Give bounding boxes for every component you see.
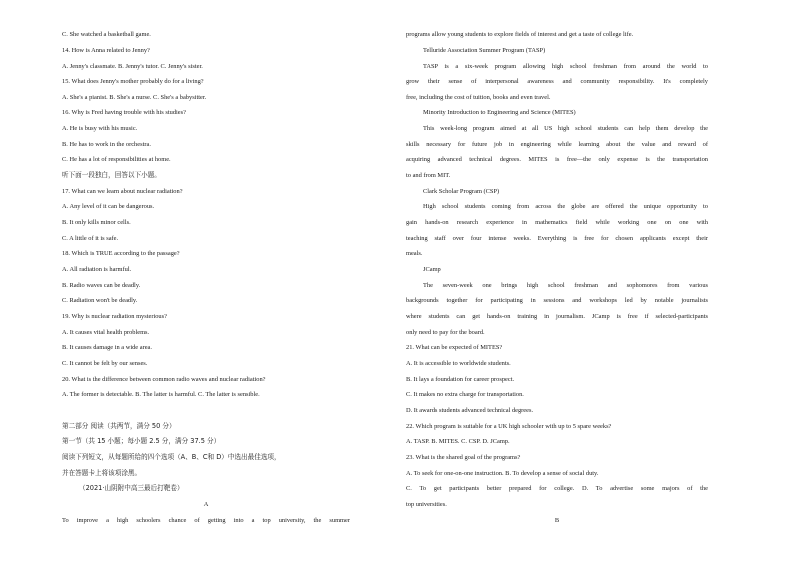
left-text-line: A	[203, 501, 209, 508]
right-text-line: JCamp	[423, 266, 441, 273]
left-text-line: A. He is busy with his music.	[62, 125, 138, 132]
right-text-line: Telluride Association Summer Program (TASP)	[423, 47, 546, 54]
right-text-line: acquiring advanced technical degrees. MITES is free—the only expense is the transportation	[406, 156, 708, 163]
left-text-line: A. It causes vital health problems.	[62, 329, 150, 336]
right-text-line: Minority Introduction to Engineering and Science (MITES)	[423, 109, 576, 116]
right-text-line: only need to pay for the board.	[406, 329, 485, 336]
left-text-line: 15. What does Jenny's mother probably do for a living?	[62, 78, 204, 85]
left-text-line: （2021·山阴附中高三最后打靶卷）	[79, 484, 184, 492]
right-text-line: grow their sense of interpersonal awareness and community responsibility. It's completely	[406, 78, 708, 85]
right-text-line: TASP is a six-week program allowing high school freshman from around the world to	[423, 63, 708, 70]
right-text-line: 23. What is the shared goal of the programs?	[406, 454, 521, 461]
right-text-line: 22. Which program is suitable for a UK high schooler with up to 5 spare weeks?	[406, 423, 612, 430]
right-text-line: to and from MIT.	[406, 172, 451, 179]
right-text-line: 21. What can be expected of MITES?	[406, 344, 503, 351]
right-text-line: A. TASP. B. MITES. C. CSP. D. JCamp.	[406, 438, 510, 445]
left-text-line: C. Radiation won't be deadly.	[62, 297, 138, 304]
left-text-line: A. She's a pianist. B. She's a nurse. C. She's a babysitter.	[62, 94, 207, 101]
right-text-line: A. It is accessible to worldwide students.	[406, 360, 511, 367]
right-text-line: A. To seek for one-on-one instruction. B. To develop a sense of social duty.	[406, 470, 599, 477]
left-text-line: 19. Why is nuclear radiation mysterious?	[62, 313, 167, 320]
left-text-line: B. It causes damage in a wide area.	[62, 344, 152, 351]
right-text-line: top universities.	[406, 501, 447, 508]
right-text-line: C. To get participants better prepared for college. D. To advertise some majors of the	[406, 485, 708, 492]
right-text-line: free, including the cost of tuition, books and even travel.	[406, 94, 551, 101]
right-text-line: meals.	[406, 250, 423, 257]
left-text-line: B. It only kills minor cells.	[62, 219, 131, 226]
left-text-line: 并在答题卡上将该项涂黑。	[62, 469, 142, 477]
right-text-line: Clark Scholar Program (CSP)	[423, 188, 500, 195]
right-text-line: skills necessary for future job in engineering while learning about the value and reward of	[406, 141, 708, 148]
left-text-line: A. All radiation is harmful.	[62, 266, 132, 273]
left-text-line: C. She watched a basketball game.	[62, 31, 151, 38]
left-text-line: 16. Why is Fred having trouble with his studies?	[62, 109, 186, 116]
left-text-line: To improve a high schoolers chance of getting into a top university, the summer	[62, 517, 350, 524]
right-text-line: The seven-week one brings high school freshman and sophomores from various	[423, 282, 708, 289]
left-text-line: A. Jenny's classmate. B. Jenny's tutor. C. Jenny's sister.	[62, 63, 203, 70]
left-text-line: 20. What is the difference between common radio waves and nuclear radiation?	[62, 376, 266, 383]
right-text-line: backgrounds together for participating in sessions and workshops led by notable journalists	[406, 297, 708, 304]
right-text-line: gain hands-on research experience in mathematics field while working one on one with	[406, 219, 708, 226]
left-text-line: C. A little of it is safe.	[62, 235, 119, 242]
right-text-line: This week-long program aimed at all US high school students can help them develop the	[423, 125, 708, 132]
left-text-line: C. It cannot be felt by our senses.	[62, 360, 148, 367]
left-text-line: C. He has a lot of responsibilities at home.	[62, 156, 171, 163]
right-text-line: C. It makes no extra charge for transportation.	[406, 391, 524, 398]
right-text-line: teaching staff over four intense weeks. Everything is free for chosen applicants except their	[406, 235, 708, 242]
left-text-line: B. He has to work in the orchestra.	[62, 141, 151, 148]
right-text-line: D. It awards students advanced technical degrees.	[406, 407, 534, 414]
left-text-line: 17. What can we learn about nuclear radiation?	[62, 188, 183, 195]
left-text-line: 14. How is Anna related to Jenny?	[62, 47, 150, 54]
left-text-line: B. Radio waves can be deadly.	[62, 282, 141, 289]
right-text-line: High school students coming from across the globe are offered the unique opportunity to	[423, 203, 708, 210]
left-text-line: 第一节（共 15 小题；每小题 2.5 分，满分 37.5 分）	[62, 437, 221, 445]
right-text-line: programs allow young students to explore fields of interest and get a taste of college life.	[406, 31, 634, 38]
right-text-line: where students can get hands-on training in journalism. JCamp is free if selected-participants	[406, 313, 708, 320]
left-text-line: 听下面一段独白，回答以下小题。	[62, 171, 161, 179]
right-text-line: B	[554, 517, 560, 524]
left-text-line: 18. Which is TRUE according to the passage?	[62, 250, 180, 257]
left-text-line: A. The former is detectable. B. The latter is harmful. C. The latter is sensible.	[62, 391, 260, 398]
right-text-line: B. It lays a foundation for career prospect.	[406, 376, 515, 383]
left-text-line: 阅读下列短文，从每题所给的四个选项（A、B、C和 D）中选出最佳选项，	[62, 453, 281, 461]
left-text-line: 第二部分 阅读（共两节，满分 50 分）	[62, 422, 176, 430]
left-text-line: A. Any level of it can be dangerous.	[62, 203, 155, 210]
